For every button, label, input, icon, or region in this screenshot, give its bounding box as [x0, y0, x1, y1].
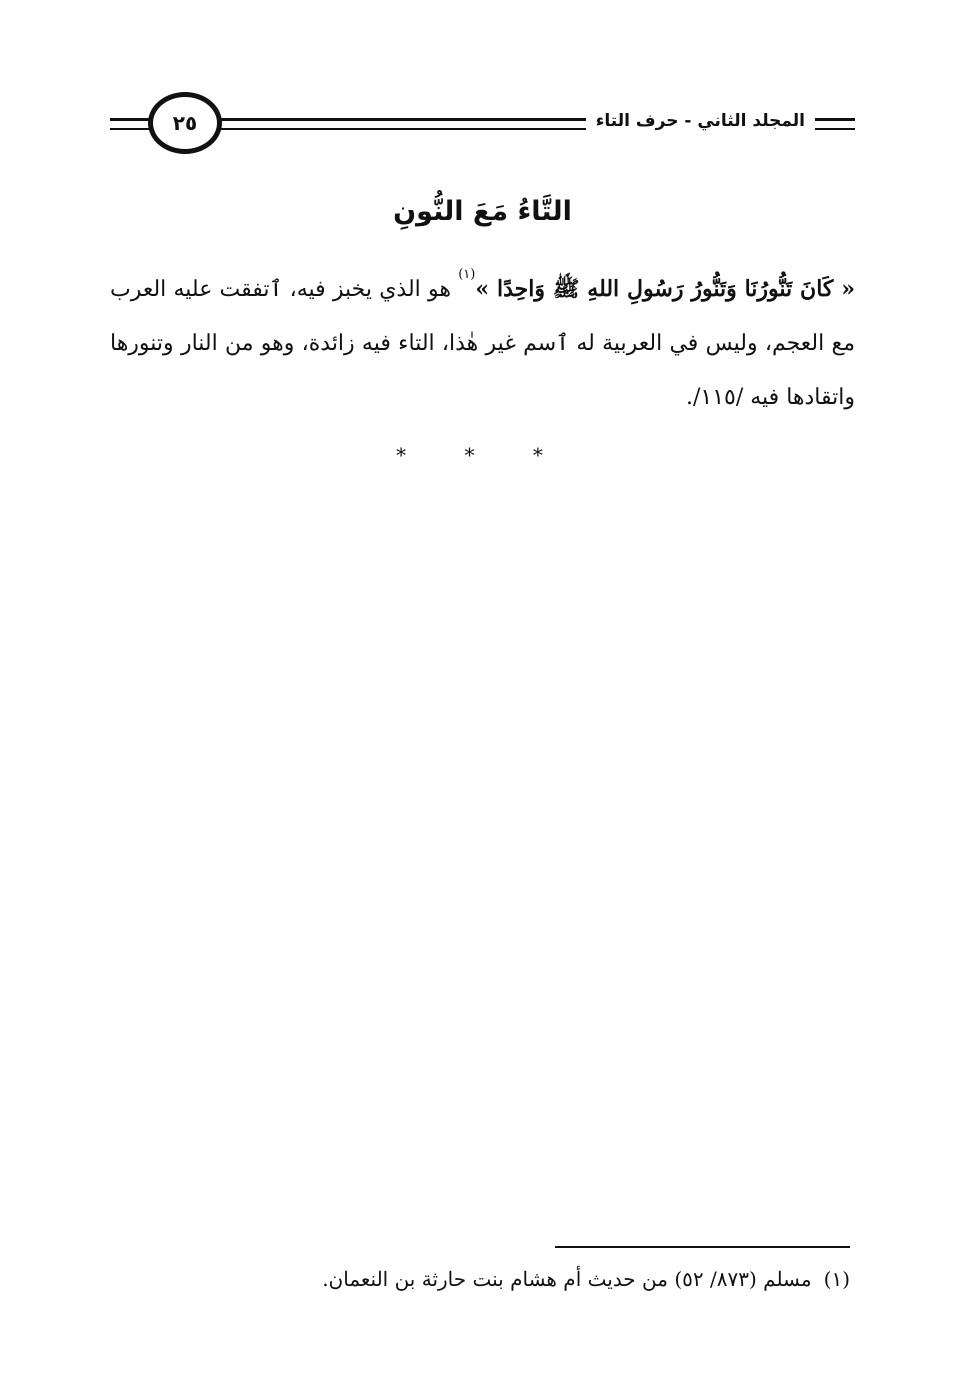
- page-number: ٢٥: [148, 92, 222, 154]
- commentary-text: هو الذي يخبز فيه، ٱتفقت عليه العرب مع العجم، وليس في العربية له ٱسم غير هٰذا، التاء فيه زائدة، وهو من النار وتنورها واتقادها فيه /١١٥/.: [110, 277, 855, 410]
- section-heading: التَّاءُ مَعَ النُّونِ: [393, 196, 572, 227]
- running-header: [110, 92, 855, 162]
- footnote-rule: [555, 1246, 850, 1248]
- running-title: المجلد الثاني - حرف التاء: [586, 107, 815, 135]
- asterisk-separator: * * *: [396, 443, 569, 467]
- hadith-quote: « كَانَ تَنُّورُنَا وَتَنُّورُ رَسُولِ اللهِ ﷺ وَاحِدًا »: [475, 276, 856, 302]
- footnote-reference: (١): [458, 267, 476, 282]
- footnote-number: (١): [823, 1267, 850, 1291]
- body-paragraph: [110, 262, 855, 425]
- footnote-text: مسلم (٨٧٣/ ٥٢) من حديث أم هشام بنت حارثة بن النعمان.: [322, 1267, 812, 1291]
- footnote: [110, 1262, 850, 1296]
